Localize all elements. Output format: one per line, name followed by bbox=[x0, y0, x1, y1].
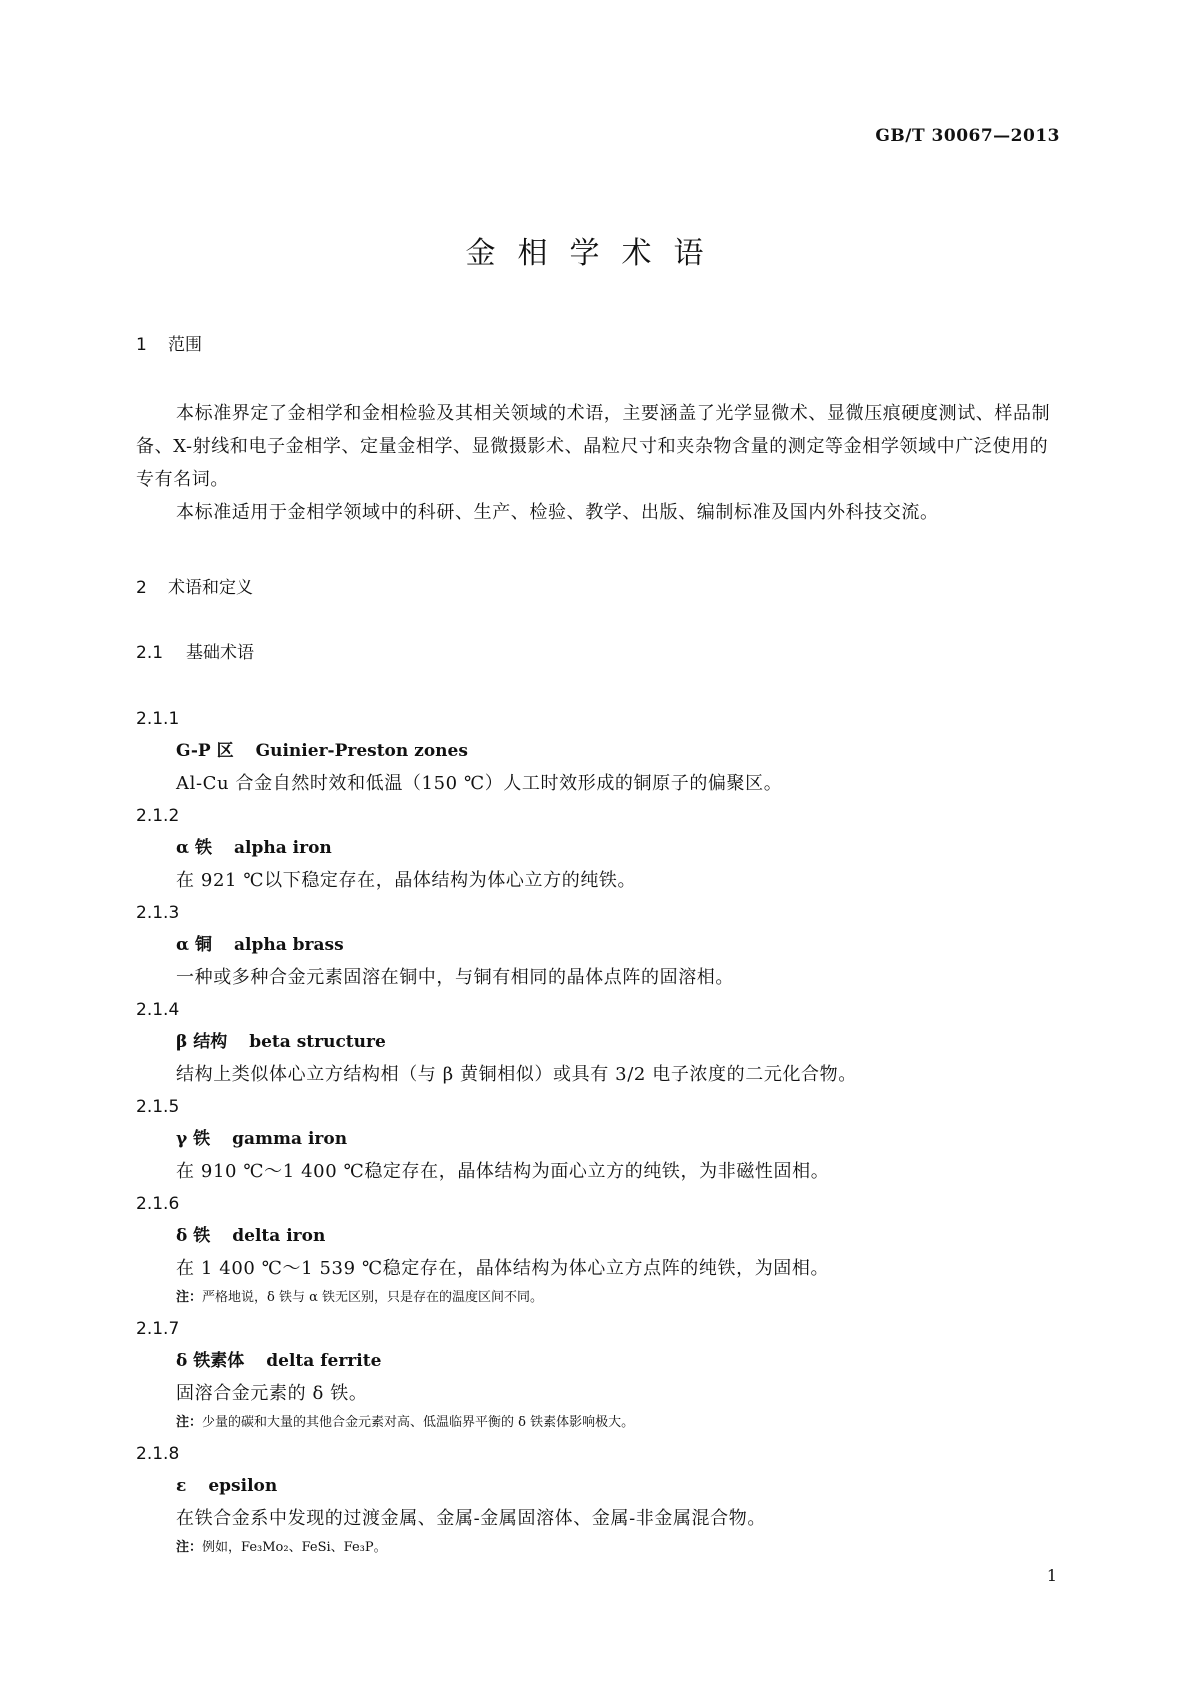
document-body bbox=[136, 330, 1066, 1563]
term-name-zh: α 铁 bbox=[176, 838, 213, 858]
term-number: 2.1.1 bbox=[136, 709, 180, 729]
section-2-heading bbox=[136, 573, 1066, 598]
term-entry bbox=[136, 1091, 1066, 1188]
section-title: 范围 bbox=[168, 335, 202, 355]
scope-paragraph-2: 本标准适用于金相学领域中的科研、生产、检验、教学、出版、编制标准及国内外科技交流。 bbox=[176, 502, 939, 523]
term-name-en: epsilon bbox=[208, 1476, 278, 1496]
term-number: 2.1.5 bbox=[136, 1097, 180, 1117]
term-entry bbox=[136, 1438, 1066, 1563]
term-note bbox=[176, 1285, 1066, 1313]
term-number: 2.1.7 bbox=[136, 1319, 180, 1339]
term-name-en: alpha iron bbox=[234, 838, 332, 858]
term-name-zh: δ 铁 bbox=[176, 1226, 211, 1246]
term-name bbox=[176, 929, 1066, 961]
term-entry bbox=[136, 800, 1066, 897]
section-title: 术语和定义 bbox=[168, 578, 253, 598]
term-definition: 在 921 ℃以下稳定存在，晶体结构为体心立方的纯铁。 bbox=[176, 870, 637, 891]
page-number: 1 bbox=[1046, 1566, 1057, 1585]
term-name bbox=[176, 1026, 1066, 1058]
term-number: 2.1.4 bbox=[136, 1000, 180, 1020]
term-list bbox=[136, 703, 1066, 1563]
term-name-zh: β 结构 bbox=[176, 1032, 228, 1052]
term-number: 2.1.2 bbox=[136, 806, 180, 826]
term-name bbox=[176, 1470, 1066, 1502]
standard-number: GB/T 30067—2013 bbox=[875, 126, 1060, 146]
term-name-zh: G-P 区 bbox=[176, 741, 234, 761]
term-name-en: Guinier-Preston zones bbox=[255, 741, 468, 761]
term-name bbox=[176, 1220, 1066, 1252]
note-text: 例如，Fe₃Mo₂、FeSi、Fe₃P。 bbox=[202, 1540, 387, 1555]
term-definition: 在 910 ℃～1 400 ℃稳定存在，晶体结构为面心立方的纯铁，为非磁性固相。 bbox=[176, 1161, 830, 1182]
term-entry bbox=[136, 1313, 1066, 1438]
term-entry bbox=[136, 897, 1066, 994]
section-title: 基础术语 bbox=[186, 643, 254, 663]
term-definition: 在 1 400 ℃～1 539 ℃稳定存在，晶体结构为体心立方点阵的纯铁，为固相。 bbox=[176, 1258, 830, 1279]
note-text: 少量的碳和大量的其他合金元素对高、低温临界平衡的 δ 铁素体影响极大。 bbox=[202, 1415, 635, 1430]
term-note bbox=[176, 1410, 1066, 1438]
term-note bbox=[176, 1535, 1066, 1563]
term-entry bbox=[136, 1188, 1066, 1313]
note-label: 注： bbox=[176, 1290, 203, 1305]
term-name bbox=[176, 1345, 1066, 1377]
term-entry bbox=[136, 703, 1066, 800]
term-name-zh: γ 铁 bbox=[176, 1129, 211, 1149]
term-name bbox=[176, 832, 1066, 864]
term-name-en: delta iron bbox=[232, 1226, 326, 1246]
section-1-heading bbox=[136, 330, 1066, 355]
document-title: 金相学术语 bbox=[465, 236, 726, 271]
term-name-en: alpha brass bbox=[234, 935, 344, 955]
term-name-zh: δ 铁素体 bbox=[176, 1351, 245, 1371]
term-definition: 结构上类似体心立方结构相（与 β 黄铜相似）或具有 3/2 电子浓度的二元化合物。 bbox=[176, 1064, 857, 1085]
term-number: 2.1.6 bbox=[136, 1194, 180, 1214]
term-definition: 在铁合金系中发现的过渡金属、金属-金属固溶体、金属-非金属混合物。 bbox=[176, 1508, 766, 1529]
term-entry bbox=[136, 994, 1066, 1091]
term-number: 2.1.3 bbox=[136, 903, 180, 923]
term-definition: 一种或多种合金元素固溶在铜中，与铜有相同的晶体点阵的固溶相。 bbox=[176, 967, 734, 988]
term-definition: Al-Cu 合金自然时效和低温（150 ℃）人工时效形成的铜原子的偏聚区。 bbox=[176, 773, 783, 794]
term-name-zh: α 铜 bbox=[176, 935, 213, 955]
section-number: 1 bbox=[136, 335, 147, 355]
term-name bbox=[176, 1123, 1066, 1155]
note-label: 注： bbox=[176, 1415, 203, 1430]
note-text: 严格地说，δ 铁与 α 铁无区别，只是存在的温度区间不同。 bbox=[202, 1290, 544, 1305]
term-number: 2.1.8 bbox=[136, 1444, 180, 1464]
note-label: 注： bbox=[176, 1540, 203, 1555]
term-name-en: gamma iron bbox=[232, 1129, 348, 1149]
scope-paragraph-1: 本标准界定了金相学和金相检验及其相关领域的术语，主要涵盖了光学显微术、显微压痕硬度测试、样品制备、X-射线和电子金相学、定量金相学、显微摄影术、晶粒尺寸和夹杂物含量的测定等金相学领域中广泛使用的专有名词。 bbox=[136, 403, 1051, 490]
section-number: 2 bbox=[136, 578, 147, 598]
term-definition: 固溶合金元素的 δ 铁。 bbox=[176, 1383, 368, 1404]
term-name-zh: ε bbox=[176, 1476, 187, 1496]
section-number: 2.1 bbox=[136, 643, 164, 663]
term-name-en: beta structure bbox=[249, 1032, 386, 1052]
term-name bbox=[176, 735, 1066, 767]
term-name-en: delta ferrite bbox=[266, 1351, 382, 1371]
section-2-1-heading bbox=[136, 638, 1066, 663]
